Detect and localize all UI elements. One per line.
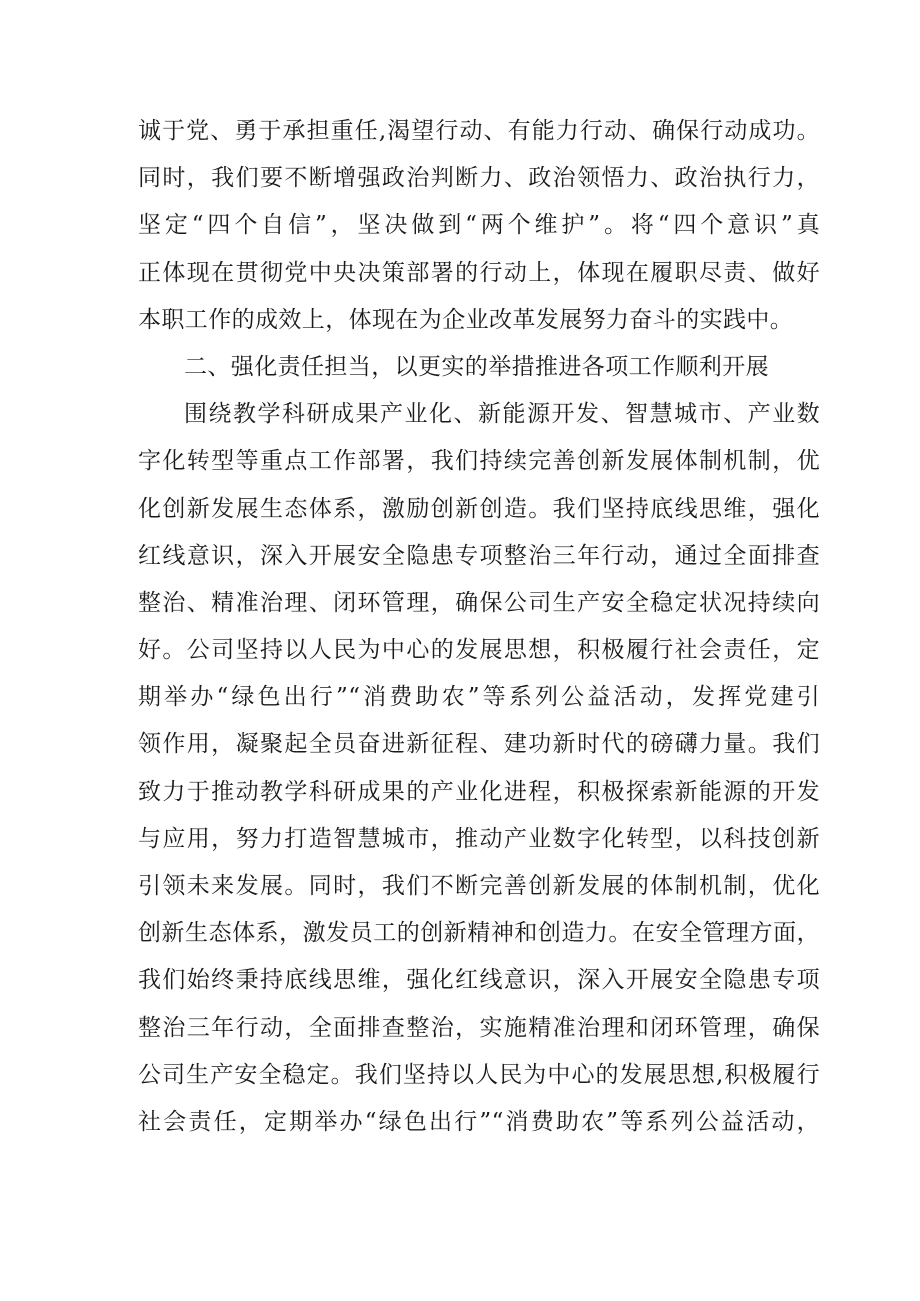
text-line: 围绕教学科研成果产业化、新能源开发、智慧城市、产业数 — [184, 401, 820, 428]
text-line: 与应用，努力打造智慧城市，推动产业数字化转型，以科技创新 — [138, 825, 820, 852]
text-line: 字化转型等重点工作部署，我们持续完善创新发展体制机制，优 — [138, 448, 820, 475]
text-line: 我们始终秉持底线思维，强化红线意识，深入开展安全隐患专项 — [138, 967, 820, 994]
text-line: 同时，我们要不断增强政治判断力、政治领悟力、政治执行力， — [138, 165, 820, 192]
text-line: 引领未来发展。同时，我们不断完善创新发展的体制机制，优化 — [138, 873, 820, 899]
section-heading: 二、强化责任担当，以更实的举措推进各项工作顺利开展 — [184, 353, 769, 380]
document-body — [138, 108, 820, 1146]
text-line: 坚定“四个自信”，坚决做到“两个维护”。将“四个意识”真 — [138, 212, 820, 239]
text-line: 社会责任，定期举办“绿色出行”“消费助农”等系列公益活动， — [138, 1108, 820, 1135]
text-line: 诚于党、勇于承担重任,渴望行动、有能力行动、确保行动成功。 — [138, 118, 820, 144]
paragraph-1 — [138, 108, 820, 344]
text-line: 红线意识，深入开展安全隐患专项整治三年行动，通过全面排查 — [138, 542, 820, 569]
text-line: 本职工作的成效上，体现在为企业改革发展努力奋斗的实践中。 — [138, 306, 794, 333]
text-line: 正体现在贯彻党中央决策部署的行动上，体现在履职尽责、做好 — [138, 259, 820, 286]
text-line: 公司生产安全稳定。我们坚持以人民为中心的发展思想,积极履行 — [138, 1061, 820, 1088]
text-line: 整治三年行动，全面排查整治，实施精准治理和闭环管理，确保 — [138, 1014, 820, 1041]
text-line: 创新生态体系，激发员工的创新精神和创造力。在安全管理方面， — [138, 920, 820, 947]
paragraph-2 — [138, 391, 820, 1146]
text-line: 好。公司坚持以人民为中心的发展思想，积极履行社会责任，定 — [138, 637, 820, 664]
text-line: 化创新发展生态体系，激励创新创造。我们坚持底线思维，强化 — [138, 495, 820, 522]
text-line: 期举办“绿色出行”“消费助农”等系列公益活动，发挥党建引 — [138, 684, 820, 711]
text-line: 领作用，凝聚起全员奋进新征程、建功新时代的磅礴力量。我们 — [138, 731, 820, 758]
text-line: 整治、精准治理、闭环管理，确保公司生产安全稳定状况持续向 — [138, 589, 820, 616]
text-line: 致力于推动教学科研成果的产业化进程，积极探索新能源的开发 — [138, 778, 820, 805]
